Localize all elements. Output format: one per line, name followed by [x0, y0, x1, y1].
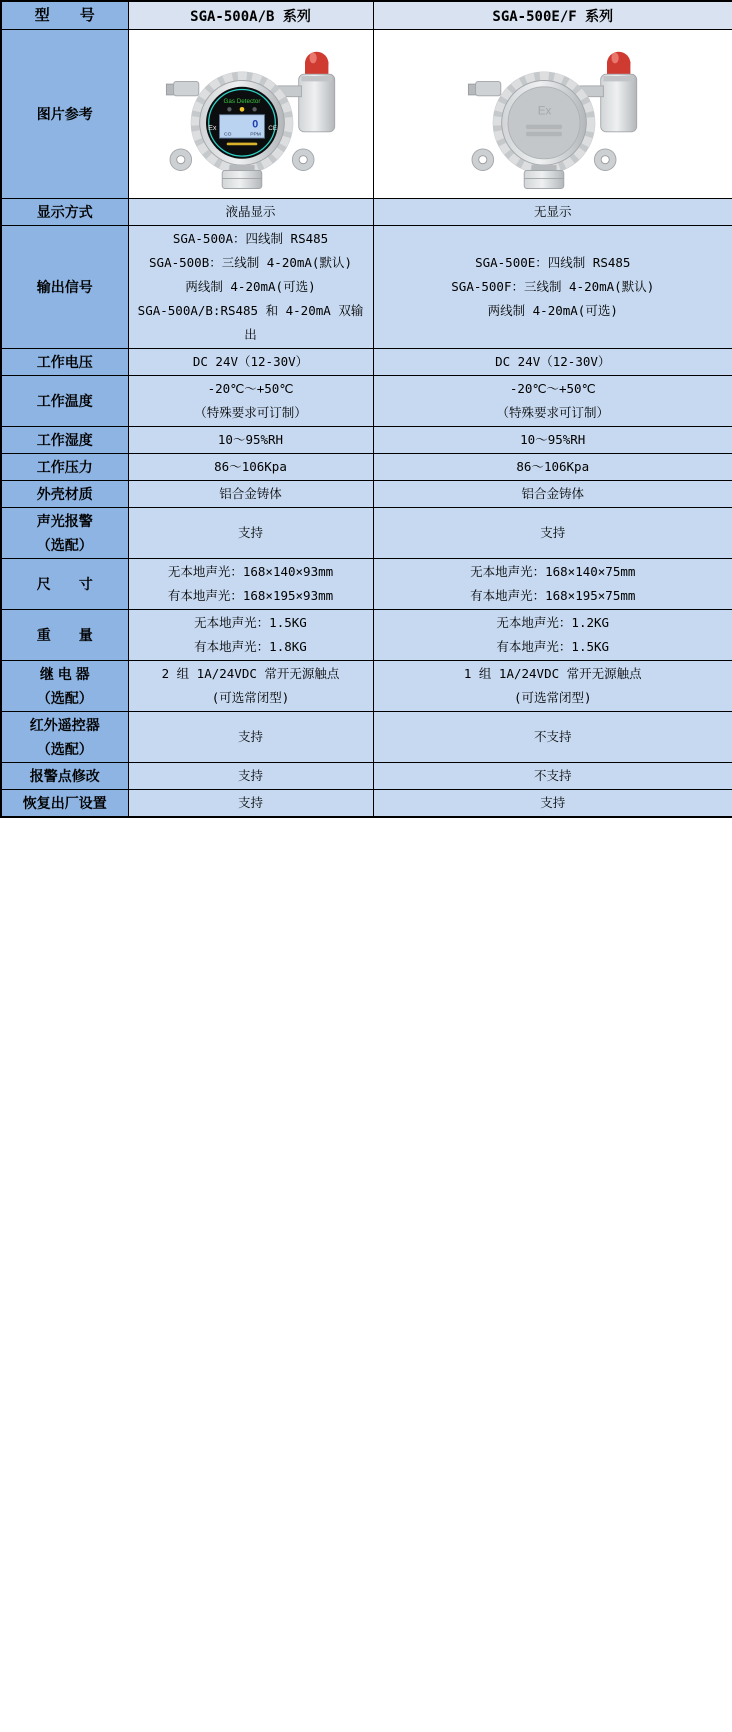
spec-value-a [128, 508, 373, 559]
spec-line: SGA-500E：四线制 RS485 [475, 255, 631, 270]
spec-row [1, 763, 732, 790]
spec-line: 恢复出厂设置 [22, 795, 107, 811]
spec-line: 1 组 1A/24VDC 常开无源触点 [463, 666, 642, 681]
spec-line: 显示方式 [36, 204, 93, 220]
spec-line: 无显示 [533, 204, 572, 219]
spec-line: 重 量 [36, 627, 93, 643]
spec-line: 工作压力 [36, 459, 93, 475]
spec-line: 支持 [237, 525, 263, 540]
device-a-ce-mark: CE [267, 124, 277, 132]
spec-line: 86～106Kpa [516, 459, 590, 474]
spec-line: 支持 [237, 795, 263, 810]
device-a-lcd-gas: CO [223, 131, 231, 137]
spec-value-b [373, 610, 732, 661]
spec-line: 有本地声光：1.5KG [496, 639, 610, 654]
spec-row [1, 376, 732, 427]
spec-line: 报警点修改 [29, 768, 100, 784]
spec-row-label [1, 661, 128, 712]
spec-value-b [373, 199, 732, 226]
spec-line: 86～106Kpa [214, 459, 287, 474]
spec-value-a [128, 712, 373, 763]
spec-line: 尺 寸 [36, 576, 93, 592]
spec-row [1, 508, 732, 559]
spec-value-a [128, 226, 373, 349]
spec-line: 工作电压 [36, 354, 93, 370]
spec-row-label [1, 763, 128, 790]
table-header-row [1, 1, 732, 30]
spec-line: DC 24V（12-30V） [192, 354, 309, 369]
spec-line: 外壳材质 [36, 486, 93, 502]
image-row-label: 图片参考 [1, 30, 128, 199]
spec-row [1, 790, 732, 818]
spec-line: 不支持 [533, 729, 572, 744]
spec-value-b [373, 712, 732, 763]
spec-value-b [373, 763, 732, 790]
spec-row [1, 712, 732, 763]
spec-line: 支持 [237, 768, 263, 783]
spec-line: 有本地声光：1.8KG [194, 639, 307, 654]
spec-line: （选配） [36, 690, 93, 706]
spec-line: 支持 [540, 525, 566, 540]
spec-line: 2 组 1A/24VDC 常开无源触点 [161, 666, 340, 681]
spec-value-a [128, 454, 373, 481]
spec-row [1, 559, 732, 610]
spec-line: 输出信号 [36, 279, 93, 295]
spec-value-b [373, 454, 732, 481]
header-series-b: SGA-500E/F 系列 [373, 1, 732, 30]
spec-row-label [1, 559, 128, 610]
spec-line: （特殊要求可订制） [496, 405, 609, 420]
spec-line: （选配） [36, 741, 93, 757]
spec-line: 工作温度 [36, 393, 93, 409]
spec-line: 无本地声光：168×140×75mm [470, 564, 636, 579]
spec-value-a [128, 376, 373, 427]
spec-value-a [128, 427, 373, 454]
device-b-ex-mark: Ex [537, 104, 552, 118]
spec-line: 液晶显示 [225, 204, 276, 219]
spec-line: 有本地声光：168×195×75mm [470, 588, 636, 603]
spec-line: 工作湿度 [36, 432, 93, 448]
spec-value-a [128, 481, 373, 508]
spec-row [1, 454, 732, 481]
spec-row [1, 199, 732, 226]
spec-value-b [373, 349, 732, 376]
spec-line: 声光报警 [36, 513, 93, 529]
spec-line: SGA-500A：四线制 RS485 [172, 231, 329, 246]
spec-line: (可选常闭型) [211, 690, 290, 705]
spec-row-label [1, 790, 128, 818]
spec-row-label [1, 226, 128, 349]
device-photo-b [373, 30, 732, 199]
spec-row [1, 661, 732, 712]
spec-line: 10～95%RH [520, 432, 586, 447]
spec-row [1, 481, 732, 508]
device-photo-a [128, 30, 373, 199]
spec-line: (可选常闭型) [513, 690, 592, 705]
spec-row-label [1, 349, 128, 376]
spec-line: （特殊要求可订制） [194, 405, 307, 420]
spec-value-b [373, 481, 732, 508]
spec-line: -20℃～+50℃ [207, 381, 294, 396]
spec-line: 有本地声光：168×195×93mm [167, 588, 334, 603]
spec-value-b [373, 427, 732, 454]
spec-value-a [128, 559, 373, 610]
spec-line: 无本地声光：1.5KG [194, 615, 307, 630]
spec-row-label [1, 454, 128, 481]
spec-line: SGA-500B：三线制 4-20mA(默认) [149, 255, 352, 270]
spec-line: 两线制 4-20mA(可选) [185, 279, 316, 294]
spec-value-a [128, 199, 373, 226]
spec-row-label [1, 481, 128, 508]
spec-line: 红外遥控器 [29, 717, 100, 733]
spec-row [1, 226, 732, 349]
spec-line: SGA-500A/B:RS485 和 4-20mA 双输出 [137, 303, 364, 342]
spec-line: 铝合金铸体 [219, 486, 282, 501]
spec-value-b [373, 226, 732, 349]
spec-row [1, 349, 732, 376]
spec-value-b [373, 790, 732, 818]
spec-value-a [128, 790, 373, 818]
spec-line: 无本地声光：1.2KG [496, 615, 610, 630]
spec-value-a [128, 763, 373, 790]
device-a-ex-mark: Ex [207, 122, 216, 132]
spec-line: 支持 [237, 729, 263, 744]
spec-row-label [1, 427, 128, 454]
spec-line: SGA-500F：三线制 4-20mA(默认) [451, 279, 655, 294]
spec-value-a [128, 610, 373, 661]
device-a-lcd-value: 0 [251, 117, 258, 130]
spec-line: 支持 [540, 795, 566, 810]
spec-value-b [373, 661, 732, 712]
spec-row-label [1, 712, 128, 763]
spec-row-label [1, 199, 128, 226]
spec-row [1, 427, 732, 454]
device-a-lcd-unit: PPM [249, 131, 261, 137]
spec-value-a [128, 661, 373, 712]
spec-line: 铝合金铸体 [521, 486, 584, 501]
spec-line: 继 电 器 [39, 666, 90, 682]
spec-value-b [373, 508, 732, 559]
image-row [1, 30, 732, 199]
gas-detector-a-illustration [143, 32, 359, 192]
spec-line: 两线制 4-20mA(可选) [487, 303, 618, 318]
spec-value-a [128, 349, 373, 376]
spec-value-b [373, 559, 732, 610]
spec-line: 不支持 [533, 768, 572, 783]
spec-line: 无本地声光：168×140×93mm [167, 564, 334, 579]
header-series-a: SGA-500A/B 系列 [128, 1, 373, 30]
gas-detector-b-illustration [445, 32, 661, 192]
spec-row-label [1, 508, 128, 559]
spec-line: DC 24V（12-30V） [495, 354, 611, 369]
spec-line: （选配） [36, 537, 93, 553]
spec-row-label [1, 610, 128, 661]
spec-row [1, 610, 732, 661]
spec-row-label [1, 376, 128, 427]
spec-line: 10～95%RH [217, 432, 284, 447]
product-spec-table [0, 0, 732, 818]
spec-value-b [373, 376, 732, 427]
spec-line: -20℃～+50℃ [509, 381, 596, 396]
header-model-label: 型 号 [1, 1, 128, 30]
device-a-screen-title: Gas Detector [222, 97, 261, 105]
